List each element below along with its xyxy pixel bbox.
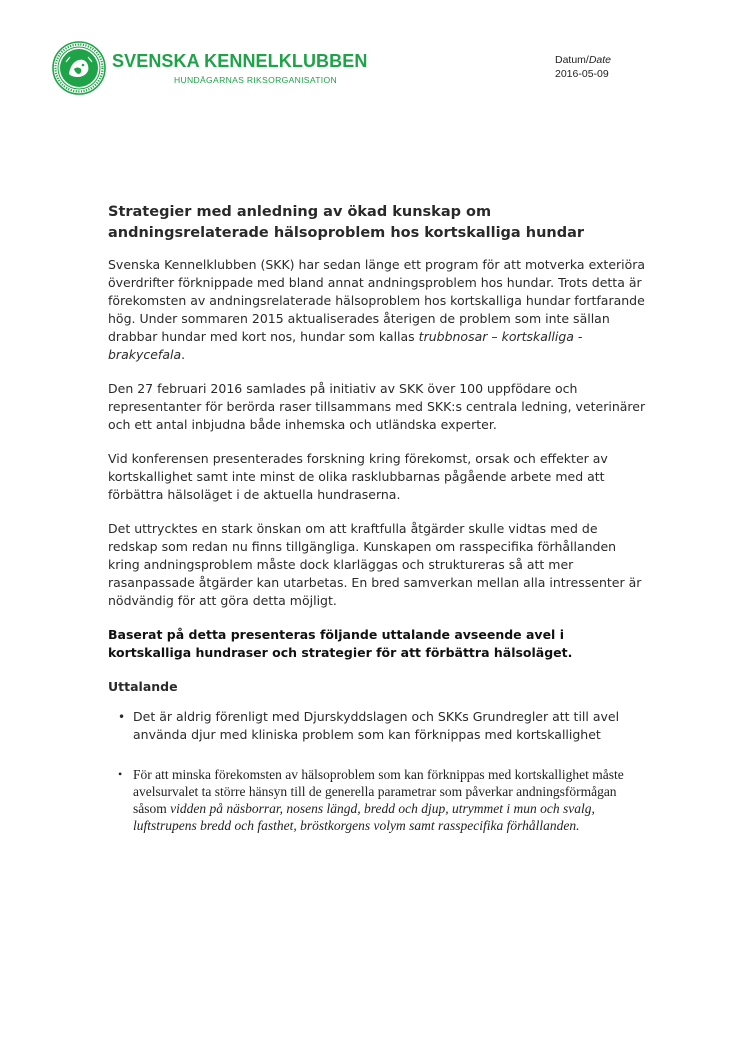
statement-list — [108, 708, 648, 834]
organization-name: SVENSKA KENNELKLUBBEN — [112, 51, 368, 71]
document-title: Strategier med anledning av ökad kunskap om andningsrelaterade hälsoproblem hos kortskalliga hundar — [108, 204, 585, 241]
bullet-icon: • — [118, 767, 123, 781]
date-block — [555, 53, 611, 81]
paragraph-1-italic: trubbnosar – kortskalliga - brakycefala — [108, 329, 583, 362]
paragraph-5-bold: Baserat på detta presenteras följande uttalande avseende avel i kortskalliga hundraser och strategier för att förbättra hälsoläget. — [108, 627, 573, 660]
skk-seal-icon — [52, 41, 106, 95]
paragraph-2: Den 27 februari 2016 samlades på initiativ av SKK över 100 uppfödare och representanter för berörda raser tillsammans med SKK:s centrala ledning, veterinärer och ett antal inbjudna både inhemska och utländska experter. — [108, 381, 646, 432]
paragraph-3: Vid konferensen presenterades forskning kring förekomst, orsak och effekter av kortskallighet samt inte minst de olika rasklubbarnas pågående arbete med att förbättra hälsoläget i de aktuella hundraserna. — [108, 451, 608, 502]
date-label — [555, 53, 611, 67]
paragraph-1 — [108, 256, 648, 364]
section-heading: Uttalande — [108, 679, 178, 694]
list-item-text: Det är aldrig förenligt med Djurskyddslagen och SKKs Grundregler att till avel använda djur med kliniska problem som kan förknippas med kortskallighet — [133, 709, 620, 742]
bullet-icon: • — [118, 710, 126, 724]
list-item-text: För att minska förekomsten av hälsoproblem som kan förknippas med kortskallighet måste avelsurvalet ta större hänsyn till de generella parametrar som påverkar andningsförmågan såsom — [133, 767, 624, 816]
organization-subtitle: HUNDÄGARNAS RIKSORGANISATION — [174, 75, 337, 85]
date-label-sv: Datum/ — [555, 54, 589, 66]
document-body — [108, 202, 648, 856]
paragraph-4: Det uttrycktes en stark önskan om att kraftfulla åtgärder skulle vidtas med de redskap som redan nu finns tillgängliga. Kunskapen om rasspecifika förhållanden kring andningsproblem måste dock klarläggas och struktureras så att mer rasanpassade åtgärder kan utarbetas. En bred samverkan mellan alla intressenter är nödvändig för att göra detta möjligt. — [108, 521, 642, 608]
date-value: 2016-05-09 — [555, 68, 609, 80]
paragraph-1-end: . — [181, 347, 186, 362]
list-item — [108, 708, 648, 744]
list-item-italic: vidden på näsborrar, nosens längd, bredd och djup, utrymmet i mun och svalg, luftstrupens bredd och fasthet, bröstkorgens volym samt rasspecifika förhållanden. — [133, 801, 595, 833]
list-item — [108, 766, 648, 834]
paragraph-1-text: Svenska Kennelklubben (SKK) har sedan länge ett program för att motverka exteriöra överdrifter förknippade med bland annat andningsproblem hos hundar. Trots detta är förekomsten av andningsrelaterade hälsoproblem hos kortskalliga hundar fortfarande hög. Under sommaren 2015 aktualiserades återigen de problem som inte sällan drabbar hundar med kort nos, hundar som kallas — [108, 257, 646, 344]
date-label-en: Date — [588, 54, 612, 66]
